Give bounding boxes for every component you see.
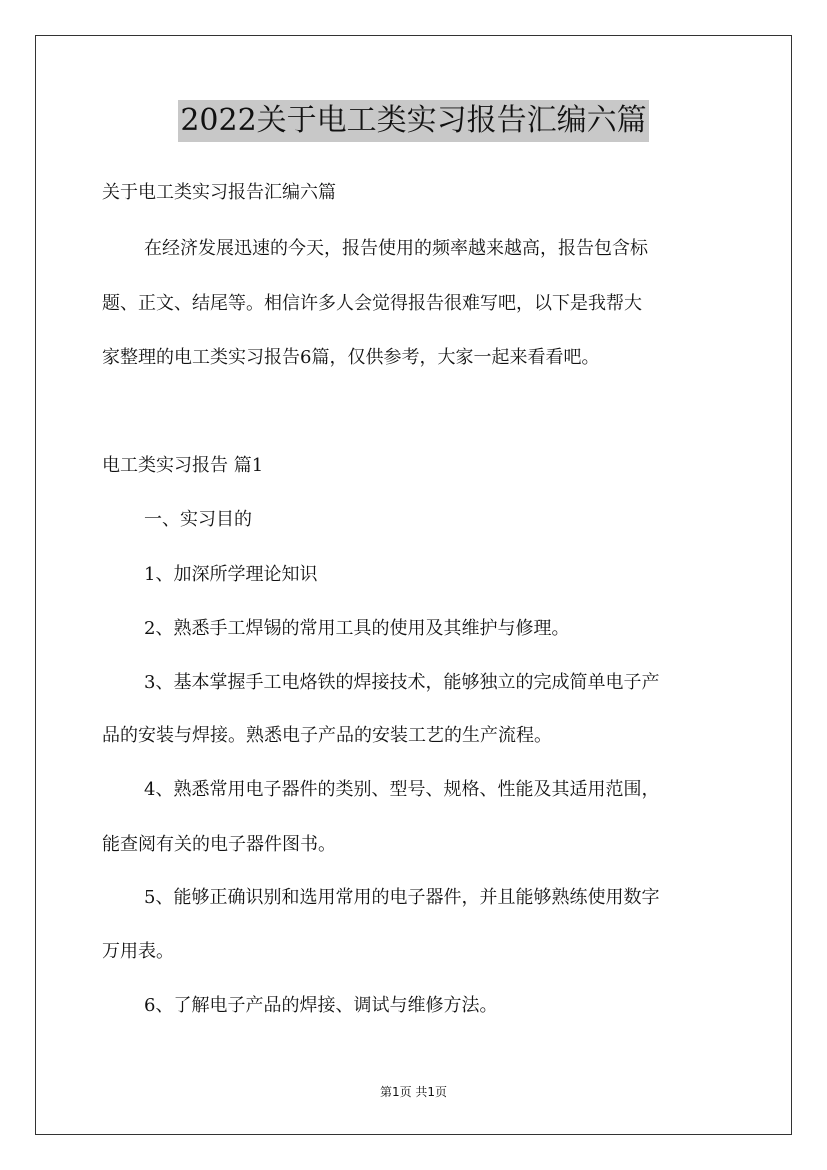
section-subheading: 一、实习目的 [144,509,252,530]
document-title: 2022关于电工类实习报告汇编六篇 [178,100,648,142]
body-line: 6、了解电子产品的焊接、调试与维修方法。 [144,995,498,1016]
body-line: 3、基本掌握手工电烙铁的焊接技术，能够独立的完成简单电子产 [144,672,660,693]
title-container [0,100,827,142]
section-heading: 电工类实习报告 篇1 [102,455,264,476]
intro-line: 家整理的电工类实习报告6篇，仅供参考，大家一起来看看吧。 [102,347,600,368]
body-line: 品的安装与焊接。熟悉电子产品的安装工艺的生产流程。 [102,725,552,746]
body-line: 2、熟悉手工焊锡的常用工具的使用及其维护与修理。 [144,618,570,639]
document-subtitle: 关于电工类实习报告汇编六篇 [102,182,336,203]
body-line: 万用表。 [102,941,174,962]
body-line: 5、能够正确识别和选用常用的电子器件，并且能够熟练使用数字 [144,887,660,908]
intro-line: 在经济发展迅速的今天，报告使用的频率越来越高，报告包含标 [144,238,648,259]
body-line: 1、加深所学理论知识 [144,564,318,585]
page-footer: 第1页 共1页 [379,1085,448,1099]
body-line: 能查阅有关的电子器件图书。 [102,834,336,855]
body-line: 4、熟悉常用电子器件的类别、型号、规格、性能及其适用范围， [144,779,660,800]
intro-line: 题、正文、结尾等。相信许多人会觉得报告很难写吧，以下是我帮大 [102,293,642,314]
